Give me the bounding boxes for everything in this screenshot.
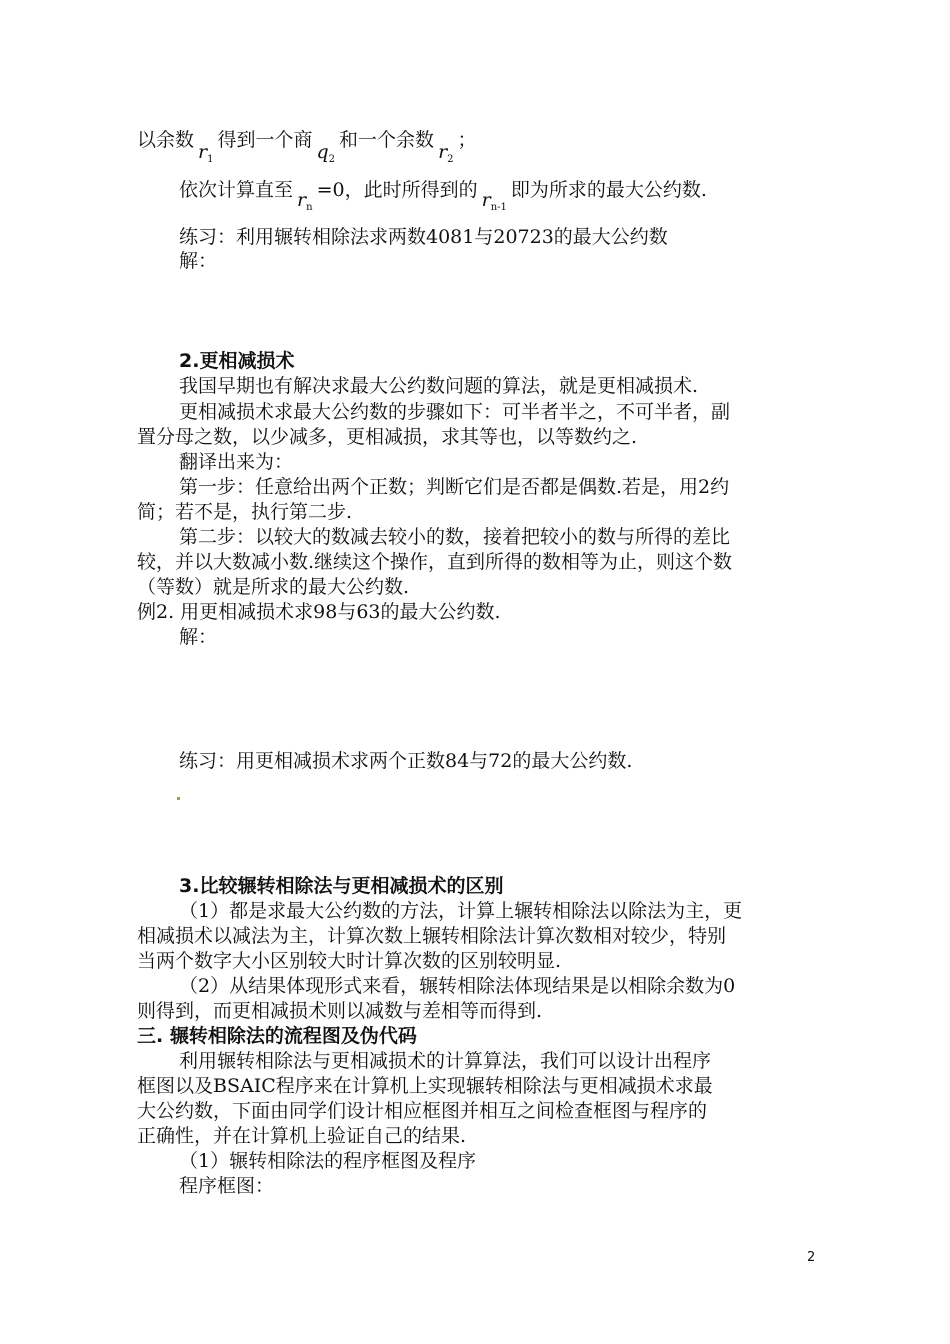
text: 依次计算直至 (179, 179, 294, 201)
text: 即为所求的最大公约数. (510, 179, 707, 201)
s2-p2b: 置分母之数，以少减多，更相减损，求其等也，以等数约之. (137, 426, 638, 448)
sub: 2 (328, 154, 336, 165)
math-r2 (438, 141, 453, 163)
section-2-title: 2.更相减损术 (179, 350, 295, 372)
var: r (481, 189, 491, 211)
var: r (438, 141, 448, 163)
s-three-p1b: 框图以及BSAIC程序来在计算机上实现辗转相除法与更相减损术求最 (137, 1075, 713, 1097)
var: r (297, 189, 307, 211)
sub: n-1 (490, 202, 507, 213)
text: 和一个余数 (339, 129, 435, 151)
s-three-p1a: 利用辗转相除法与更相减损术的计算算法，我们可以设计出程序 (179, 1050, 712, 1072)
text: =0 (316, 179, 345, 201)
stray-mark (177, 797, 180, 800)
text: ，此时所得到的 (344, 179, 478, 201)
section-3-title: 3.比较辗转相除法与更相减损术的区别 (179, 875, 504, 897)
s2-p5a: 第二步：以较大的数减去较小的数，接着把较小的数与所得的差比 (179, 526, 731, 548)
text: 得到一个商 (217, 129, 313, 151)
text: ； (457, 129, 477, 151)
math-rn-1 (482, 189, 507, 211)
s2-p5c: （等数）就是所求的最大公约数. (137, 576, 410, 598)
s3-p2a: （2）从结果体现形式来看，辗转相除法体现结果是以相除余数为0 (179, 975, 736, 997)
math-r1 (198, 141, 213, 163)
intro-line-2 (179, 178, 707, 213)
s2-p1: 我国早期也有解决求最大公约数问题的算法，就是更相减损术. (179, 375, 699, 397)
s-three-p1c: 大公约数，下面由同学们设计相应框图并相互之间检查框图与程序的 (137, 1100, 708, 1122)
math-q2 (317, 141, 336, 163)
exercise-1: 练习：利用辗转相除法求两数4081与20723的最大公约数 (179, 226, 668, 248)
sub: 2 (447, 154, 454, 165)
s-three-p1d: 正确性，并在计算机上验证自己的结果. (137, 1125, 467, 1147)
flowchart-label: 程序框图： (179, 1175, 275, 1197)
solution-2: 解： (179, 626, 218, 648)
math-rn (297, 189, 313, 211)
section-three-title: 三. 辗转相除法的流程图及伪代码 (137, 1025, 417, 1047)
sub: n (306, 202, 313, 213)
s2-p3: 翻译出来为： (179, 451, 294, 473)
s3-p1c: 当两个数字大小区别较大时计算次数的区别较明显. (137, 950, 562, 972)
s2-p2a: 更相减损术求最大公约数的步骤如下：可半者半之，不可半者，副 (179, 401, 731, 423)
s2-p5b: 较，并以大数减小数.继续这个操作，直到所得的数相等为止，则这个数 (137, 551, 733, 573)
s-three-sub1: （1）辗转相除法的程序框图及程序 (179, 1150, 477, 1172)
intro-line-1 (137, 128, 477, 165)
var: q (316, 141, 329, 163)
var: r (198, 141, 208, 163)
s2-p4a: 第一步：任意给出两个正数；判断它们是否都是偶数.若是，用2约 (179, 476, 730, 498)
page-number: 2 (807, 1250, 816, 1265)
s3-p1b: 相减损术以减法为主，计算次数上辗转相除法计算次数相对较少，特别 (137, 925, 727, 947)
s3-p1a: （1）都是求最大公约数的方法，计算上辗转相除法以除法为主，更 (179, 900, 743, 922)
exercise-2: 练习：用更相减损术求两个正数84与72的最大公约数. (179, 750, 633, 772)
s2-p4b: 简；若不是，执行第二步. (137, 501, 353, 523)
solution-1: 解： (179, 250, 218, 272)
sub: 1 (207, 154, 214, 165)
text: 以余数 (137, 129, 195, 151)
s3-p2b: 则得到，而更相减损术则以减数与差相等而得到. (137, 1000, 543, 1022)
example-2: 例2. 用更相减损术求98与63的最大公约数. (137, 601, 501, 623)
